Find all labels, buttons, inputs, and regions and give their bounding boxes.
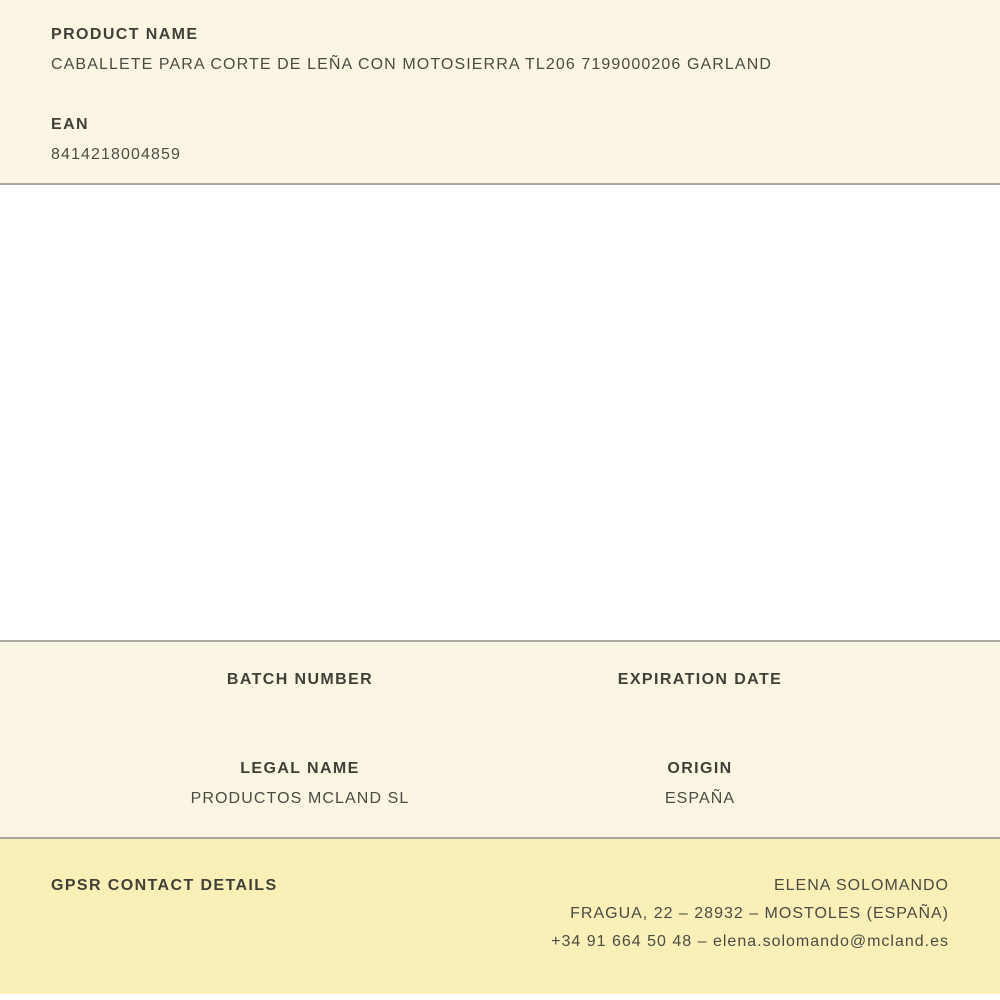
legal-name-label: LEGAL NAME	[240, 760, 360, 777]
product-image-placeholder	[0, 185, 1000, 642]
product-name-label: PRODUCT NAME	[51, 26, 199, 43]
details-grid	[100, 665, 900, 814]
contact-person-name: ELENA SOLOMANDO	[773, 877, 949, 894]
legal-name-value: PRODUCTOS MCLAND SL	[190, 790, 410, 807]
batch-number-label: BATCH NUMBER	[226, 671, 374, 688]
batch-number-field	[100, 665, 500, 725]
ean-label: EAN	[51, 116, 89, 133]
gpsr-contact-section	[0, 839, 1000, 994]
expiration-date-label: EXPIRATION DATE	[617, 671, 783, 688]
origin-label: ORIGIN	[667, 760, 733, 777]
contact-address: FRAGUA, 22 – 28932 – MOSTOLES (ESPAÑA)	[570, 905, 949, 922]
gpsr-contact-lines	[551, 872, 949, 956]
contact-phone-email: +34 91 664 50 48 – elena.solomando@mcland.es	[551, 933, 949, 950]
legal-name-field	[100, 754, 500, 814]
product-name-field	[51, 20, 949, 80]
origin-field	[500, 754, 900, 814]
ean-value: 8414218004859	[51, 146, 181, 163]
expiration-date-value	[500, 695, 900, 725]
origin-value: ESPAÑA	[664, 790, 736, 807]
batch-number-value	[100, 695, 500, 725]
product-name-value: CABALLETE PARA CORTE DE LEÑA CON MOTOSIERRA TL206 7199000206 GARLAND	[51, 56, 773, 73]
product-info-section	[0, 0, 1000, 185]
gpsr-contact-heading: GPSR CONTACT DETAILS	[51, 877, 278, 894]
expiration-date-field	[500, 665, 900, 725]
product-details-section	[0, 642, 1000, 839]
ean-field	[51, 110, 949, 170]
